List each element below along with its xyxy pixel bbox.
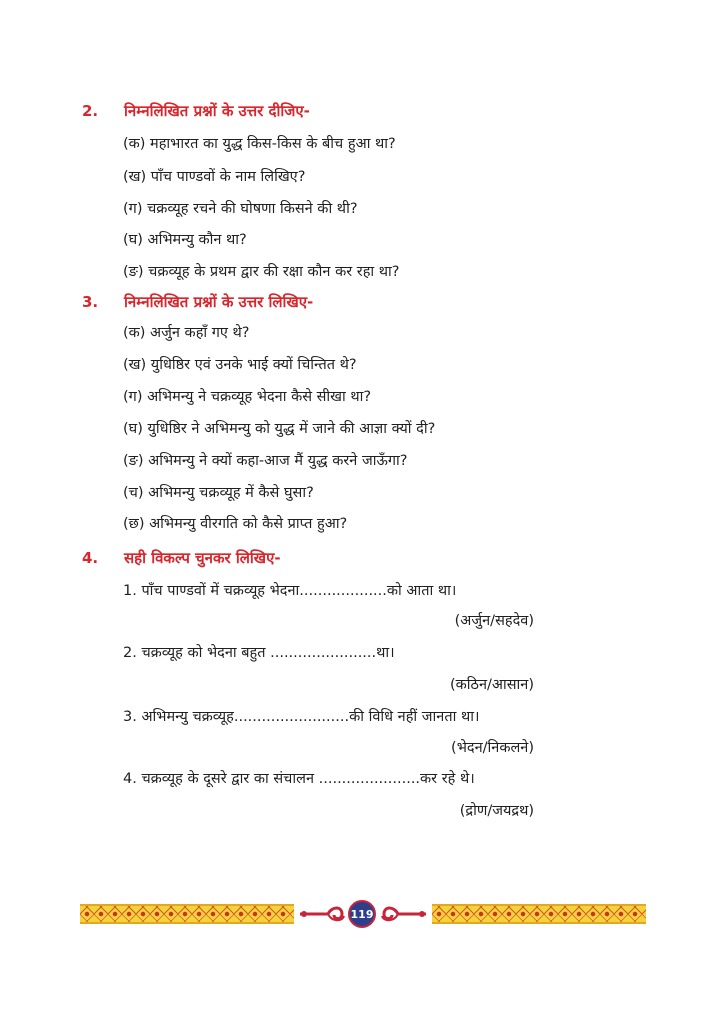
question-3-nga: (ङ) अभिमन्यु ने क्यों कहा-आज मैं युद्ध करने जाऊँगा? — [123, 453, 408, 469]
scroll-ornament-left-icon — [298, 902, 348, 926]
fill-blank-4: 4. चक्रव्यूह के दूसरे द्वार का संचालन ......................कर रहे थे। — [123, 771, 475, 787]
question-3-ga: (ग) अभिमन्यु ने चक्रव्यूह भेदना कैसे सीखा था? — [123, 389, 372, 405]
question-3-kha: (ख) युधिष्ठिर एवं उनके भाई क्यों चिन्तित थे? — [123, 357, 357, 373]
decorative-border-left — [80, 904, 294, 924]
section-2-heading — [0, 96, 724, 126]
fill-blank-1-options: (अर्जुन/सहदेव) — [454, 613, 534, 629]
fill-blank-2-options: (कठिन/आसान) — [450, 677, 534, 693]
scroll-ornament-right-icon — [378, 902, 428, 926]
question-2-gha: (घ) अभिमन्यु कौन था? — [123, 232, 247, 248]
question-3-cha: (च) अभिमन्यु चक्रव्यूह में कैसे घुसा? — [123, 485, 314, 501]
question-2-nga: (ङ) चक्रव्यूह के प्रथम द्वार की रक्षा कौन कर रहा था? — [123, 264, 400, 280]
fill-blank-3-options: (भेदन/निकलने) — [451, 740, 534, 756]
section-4-number: 4. — [82, 549, 99, 567]
section-3-heading — [0, 287, 724, 317]
question-3-chha: (छ) अभिमन्यु वीरगति को कैसे प्राप्त हुआ? — [123, 516, 348, 532]
page-number: 119 — [348, 900, 376, 928]
footer-ornament — [80, 898, 646, 930]
fill-blank-1: 1. पाँच पाण्डवों में चक्रव्यूह भेदना...................को आता था। — [123, 583, 457, 599]
fill-blank-4-options: (द्रोण/जयद्रथ) — [459, 803, 534, 819]
decorative-border-right — [432, 904, 646, 924]
section-3-title: निम्नलिखित प्रश्नों के उत्तर लिखिए- — [124, 293, 314, 311]
section-2-title: निम्नलिखित प्रश्नों के उत्तर दीजिए- — [124, 102, 310, 120]
fill-blank-3: 3. अभिमन्यु चक्रव्यूह.........................की विधि नहीं जानता था। — [123, 709, 480, 725]
question-3-ka: (क) अर्जुन कहाँ गए थे? — [123, 325, 250, 341]
section-4-title: सही विकल्प चुनकर लिखिए- — [124, 549, 281, 567]
fill-blank-2: 2. चक्रव्यूह को भेदना बहुत .......................था। — [123, 645, 395, 661]
section-2-number: 2. — [82, 102, 99, 120]
question-2-kha: (ख) पाँच पाण्डवों के नाम लिखिए? — [123, 169, 306, 185]
question-3-gha: (घ) युधिष्ठिर ने अभिमन्यु को युद्ध में जाने की आज्ञा क्यों दी? — [123, 421, 436, 437]
question-2-ga: (ग) चक्रव्यूह रचने की घोषणा किसने की थी? — [123, 201, 358, 217]
section-4-heading — [0, 543, 724, 573]
section-3-number: 3. — [82, 293, 99, 311]
question-2-ka: (क) महाभारत का युद्ध किस-किस के बीच हुआ था? — [123, 136, 396, 152]
